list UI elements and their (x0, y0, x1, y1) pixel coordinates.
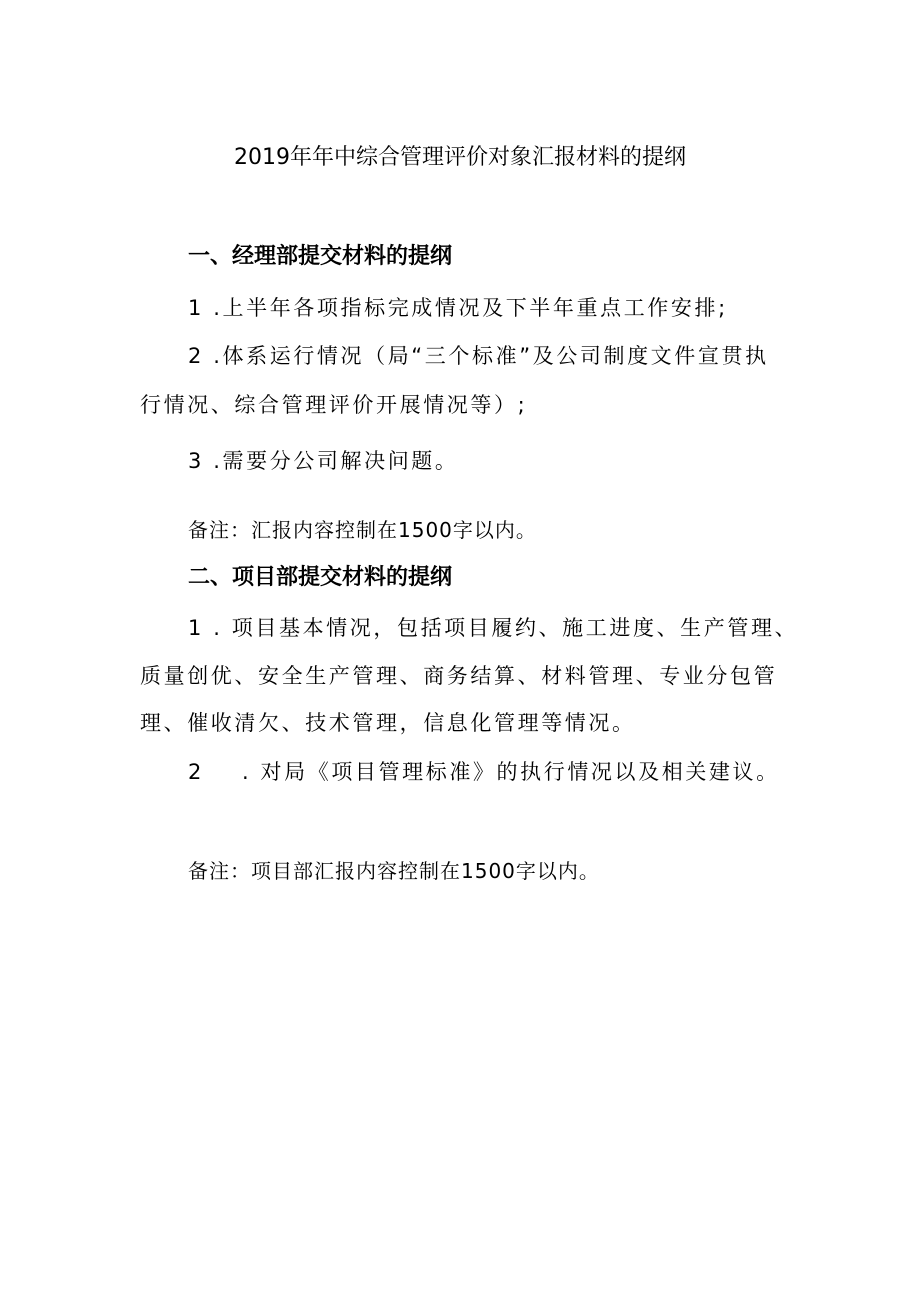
section1-note: 备注：汇报内容控制在1500字以内。 (188, 518, 537, 542)
section1-item2-line1: 2 .体系运行情况（局“三个标准”及公司制度文件宣贯执 (188, 344, 769, 368)
section1-heading: 一、经理部提交材料的提纲 (188, 244, 453, 269)
section2-item2-number: 2 (188, 760, 204, 784)
section2-heading: 二、项目部提交材料的提纲 (188, 565, 453, 590)
section2-item2-text: . 对局《项目管理标准》的执行情况以及相关建议。 (241, 760, 780, 784)
section2-item2 (188, 756, 780, 788)
section1-item1: 1 .上半年各项指标完成情况及下半年重点工作安排; (188, 296, 728, 320)
section2-item1-line3: 理、催收清欠、技术管理，信息化管理等情况。 (140, 711, 636, 735)
section2-item1-line1: 1 . 项目基本情况，包括项目履约、施工进度、生产管理、 (188, 616, 799, 640)
section1-item3: 3 .需要分公司解决问题。 (188, 449, 459, 473)
section2-item1-line2: 质量创优、安全生产管理、商务结算、材料管理、专业分包管 (140, 664, 778, 688)
section1-item2-line2: 行情况、综合管理评价开展情况等）; (140, 393, 528, 417)
document-title: 2019年年中综合管理评价对象汇报材料的提纲 (234, 145, 686, 170)
section2-note: 备注：项目部汇报内容控制在1500字以内。 (188, 859, 600, 883)
